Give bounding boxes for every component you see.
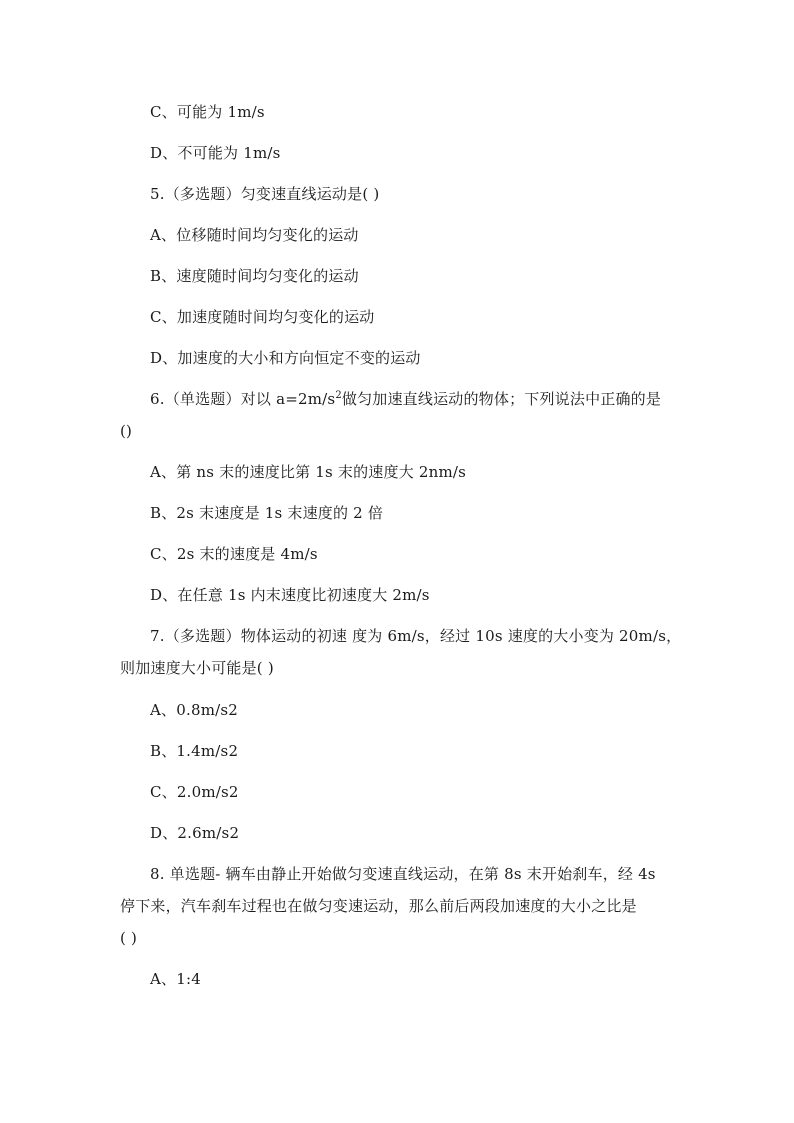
q7-option-b: B、1.4m/s2 (150, 742, 239, 760)
q6-option-a: A、第 ns 末的速度比第 1s 末的速度大 2nm/s (150, 463, 467, 481)
q5-option-a: A、位移随时间均匀变化的运动 (150, 226, 359, 244)
q5-option-b: B、速度随时间均匀变化的运动 (150, 267, 359, 285)
q6-stem-line2: () (120, 422, 133, 440)
q7-option-c: C、2.0m/s2 (150, 783, 239, 801)
q6-option-d: D、在任意 1s 内末速度比初速度大 2m/s (150, 586, 430, 604)
q7-stem-line2: 则加速度大小可能是( ) (120, 659, 274, 677)
q8-option-a: A、1:4 (150, 970, 201, 988)
q6-stem-exponent: 2 (335, 390, 342, 401)
q6-stem-part2: 做匀加速直线运动的物体；下列说法中正确的是 (341, 390, 662, 408)
q6-option-c: C、2s 末的速度是 4m/s (150, 545, 318, 563)
q8-stem-line2: 停下来，汽车刹车过程也在做匀变速运动，那么前后两段加速度的大小之比是 (120, 897, 637, 915)
q6-stem-part1: 6.（单选题）对以 a=2m/s (150, 390, 336, 408)
q8-stem-line3: ( ) (120, 929, 138, 947)
q8-stem-line1: 8. 单选题- 辆车由静止开始做匀变速直线运动，在第 8s 末开始刹车，经 4s (150, 865, 656, 883)
q5-stem: 5.（多选题）匀变速直线运动是( ) (150, 185, 380, 203)
q5-option-d: D、加速度的大小和方向恒定不变的运动 (150, 349, 421, 367)
q4-option-c: C、可能为 1m/s (150, 103, 265, 121)
q4-option-d: D、不可能为 1m/s (150, 144, 281, 162)
q7-stem-line1: 7.（多选题）物体运动的初速 度为 6m/s，经过 10s 速度的大小变为 20m/s， (150, 627, 682, 645)
q7-option-d: D、2.6m/s2 (150, 824, 240, 842)
q7-option-a: A、0.8m/s2 (150, 701, 239, 719)
q6-option-b: B、2s 末速度是 1s 末速度的 2 倍 (150, 504, 384, 522)
q6-stem (150, 389, 661, 409)
q5-option-c: C、加速度随时间均匀变化的运动 (150, 308, 375, 326)
